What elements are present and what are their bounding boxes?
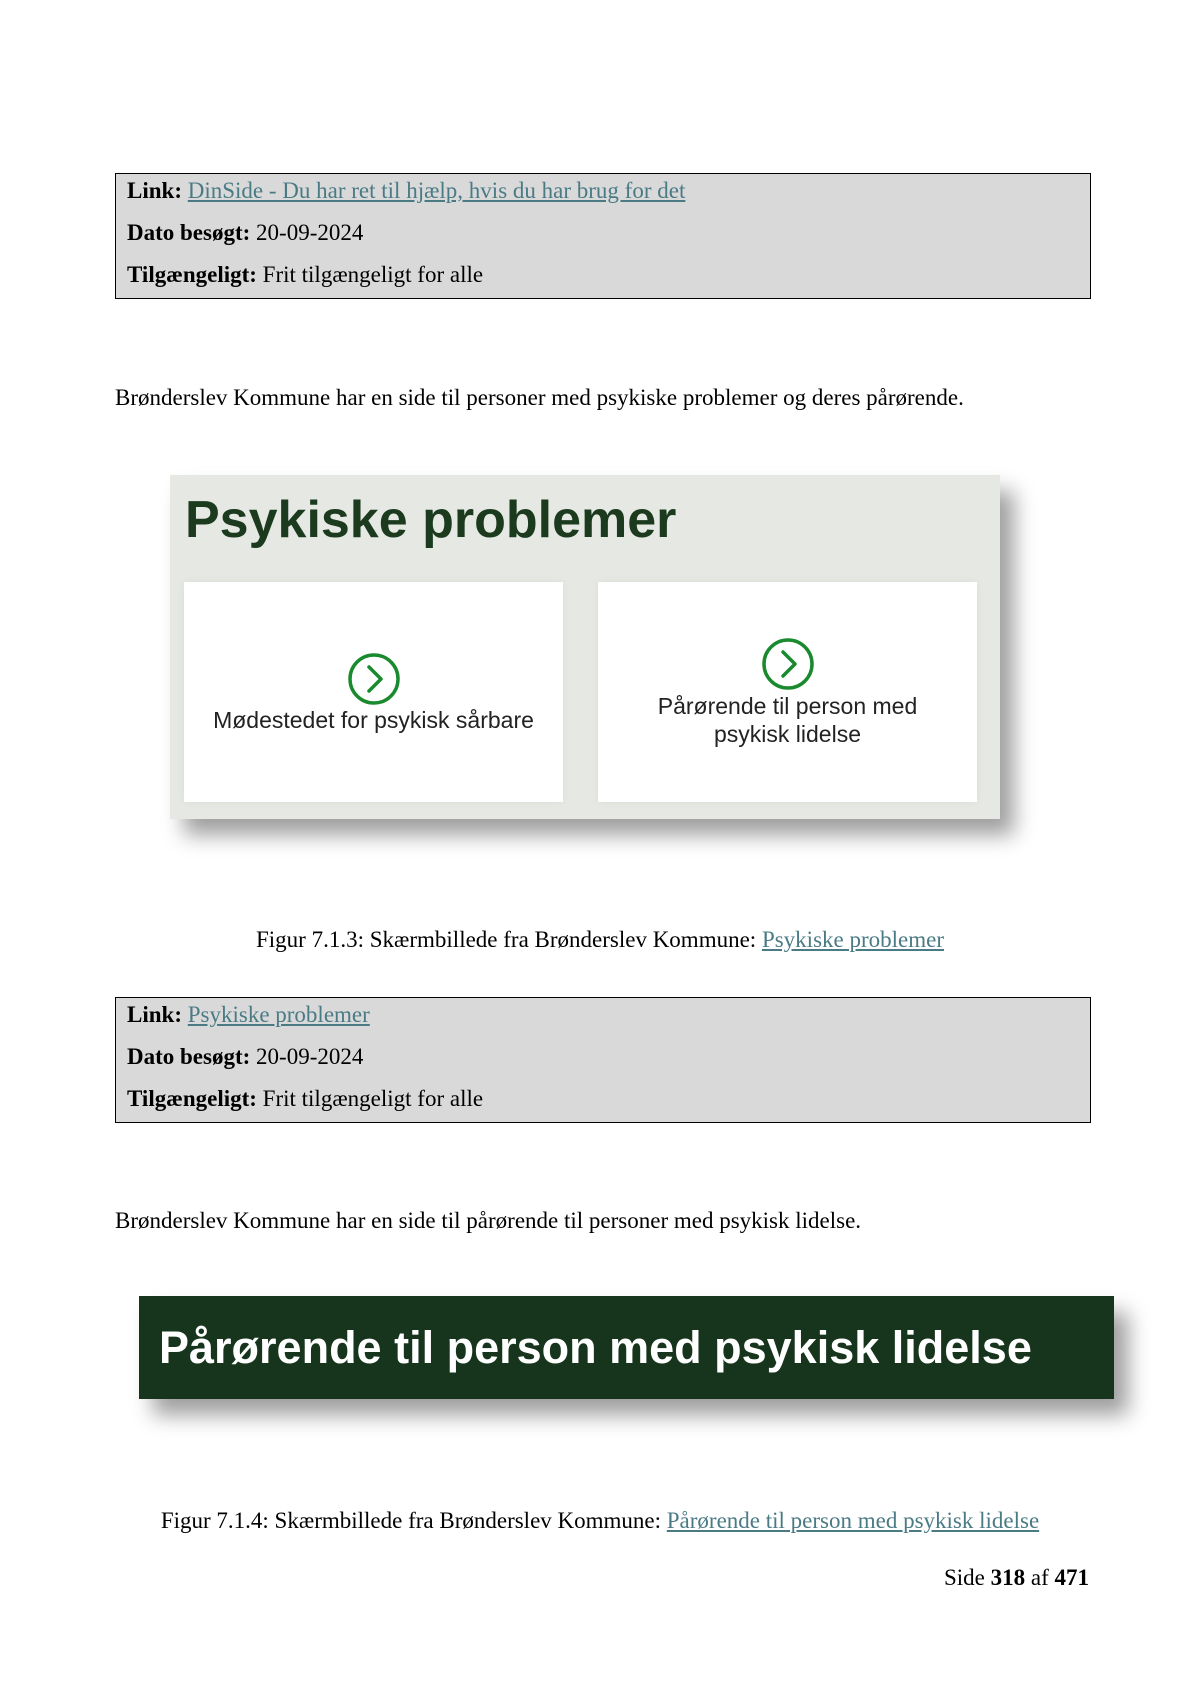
access-value: Frit tilgængeligt for alle (262, 262, 484, 287)
date-value: 20-09-2024 (256, 220, 364, 245)
figure-psykiske-problemer (170, 475, 1000, 819)
psykiske-problemer-link[interactable]: Psykiske problemer (761, 927, 944, 952)
page-of: af (1030, 1565, 1049, 1590)
access-row (127, 260, 1079, 302)
page-total: 471 (1054, 1565, 1089, 1590)
page-prefix: Side (943, 1565, 985, 1590)
figure-paaroerende-banner (139, 1296, 1114, 1399)
paragraph-1: Brønderslev Kommune har en side til personer med psykiske problemer og deres pårørende. (115, 385, 964, 410)
card-label: Pårørende til person med psykisk lidelse (657, 693, 918, 747)
page-current: 318 (990, 1565, 1026, 1590)
card-label: Mødestedet for psykisk sårbare (213, 707, 534, 733)
info-box-2 (115, 997, 1091, 1123)
figure-caption-2 (0, 1506, 1200, 1536)
banner-title: Pårørende til person med psykisk lidelse (159, 1322, 1032, 1373)
dinside-link[interactable]: DinSide - Du har ret til hjælp, hvis du har brug for det (187, 178, 686, 203)
card-paaroerende (598, 582, 977, 802)
date-row (127, 218, 1079, 260)
access-label: Tilgængeligt: (127, 262, 257, 287)
access-label: Tilgængeligt: (127, 1086, 257, 1111)
link-label: Link: (127, 1002, 182, 1027)
date-value: 20-09-2024 (256, 1044, 364, 1069)
psykiske-problemer-link[interactable]: Psykiske problemer (187, 1002, 370, 1027)
info-box-1 (115, 173, 1091, 299)
link-row (127, 176, 1079, 218)
access-value: Frit tilgængeligt for alle (262, 1086, 484, 1111)
paragraph-2: Brønderslev Kommune har en side til pårørende til personer med psykisk lidelse. (115, 1208, 862, 1233)
link-label: Link: (127, 178, 182, 203)
caption-text: Figur 7.1.4: Skærmbillede fra Brønderslev Kommune: (160, 1508, 667, 1533)
chevron-right-circle-icon (761, 637, 815, 691)
link-row (127, 1000, 1079, 1042)
paaroerende-link[interactable]: Pårørende til person med psykisk lidelse (666, 1508, 1040, 1533)
date-label: Dato besøgt: (127, 1044, 251, 1069)
caption-text: Figur 7.1.3: Skærmbillede fra Brønderslev Kommune: (256, 927, 762, 952)
card-moedestedet (184, 582, 563, 802)
figure-caption-1 (0, 925, 1200, 955)
chevron-right-circle-icon (347, 652, 401, 706)
figure-title: Psykiske problemer (185, 491, 677, 549)
date-label: Dato besøgt: (127, 220, 251, 245)
date-row (127, 1042, 1079, 1084)
access-row (127, 1084, 1079, 1126)
page-number (944, 1563, 1089, 1593)
